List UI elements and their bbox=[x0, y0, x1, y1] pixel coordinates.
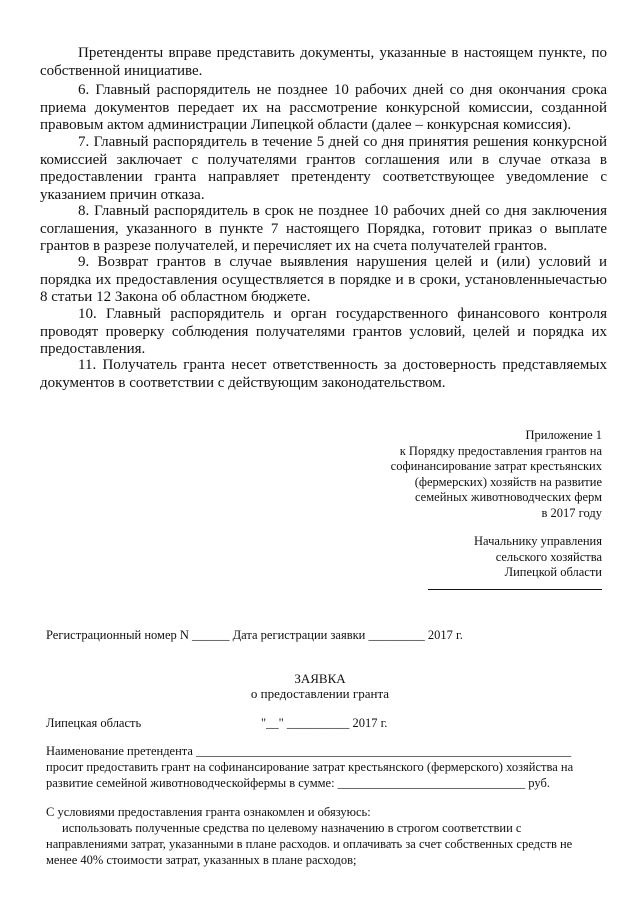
form-title: ЗАЯВКА bbox=[294, 671, 346, 686]
appendix-block bbox=[391, 428, 602, 521]
condition-item-line: использовать полученные средства по целевому назначению в строгом соответствии с bbox=[62, 821, 522, 835]
addressee-line: Начальнику управления bbox=[474, 534, 602, 548]
paragraph-8: 8. Главный распорядитель в срок не позднее 10 рабочих дней со дня заключения соглашения, указанного в пункте 7 настоящего Порядка, готовит приказ о выплате грантов в разрезе получателей, и перечисляет их на счета получателей грантов. bbox=[40, 203, 607, 254]
request-line: просит предоставить грант на софинансирование затрат крестьянского (фермерского) хозяйства на bbox=[46, 760, 574, 774]
paragraph-9: 9. Возврат грантов в случае выявления нарушения целей и (или) условий и порядка их предоставления осуществляется в порядке и в сроки, установленныечастью 8 статьи 12 Закона об областном бюджете. bbox=[40, 254, 607, 305]
place-label: Липецкая область bbox=[46, 716, 142, 730]
conditions-intro: С условиями предоставления гранта ознакомлен и обязуюсь: bbox=[46, 805, 371, 819]
paragraph-6: 6. Главный распорядитель не позднее 10 рабочих дней со дня окончания срока приема документов передает их на рассмотрение конкурсной комиссии, созданной правовым актом администрации Липецкой области (далее – конкурсная комиссия). bbox=[40, 82, 607, 133]
appendix-line: Приложение 1 bbox=[525, 428, 602, 442]
condition-item-line: менее 40% стоимости затрат, указанных в плане расходов; bbox=[46, 853, 357, 867]
form-subtitle: о предоставлении гранта bbox=[250, 686, 390, 701]
paragraph-11: 11. Получатель гранта несет ответственность за достоверность представляемых документов в соответствии с действующим законодательством. bbox=[40, 357, 607, 391]
appendix-line: семейных животноводческих ферм bbox=[414, 490, 602, 504]
registration-line: Регистрационный номер N ______ Дата регистрации заявки _________ 2017 г. bbox=[46, 628, 463, 642]
paragraph-initiative: Претенденты вправе представить документы, указанные в настоящем пункте, по собственной инициативе. bbox=[40, 45, 607, 79]
paragraph-7: 7. Главный распорядитель в течение 5 дней со дня принятия решения конкурсной комиссией заключает с получателями грантов соглашения или в случае отказа в предоставлении гранта направляет претенденту соответствующее уведомление с указанием причин отказа. bbox=[40, 134, 607, 203]
addressee-block bbox=[474, 534, 602, 581]
applicant-name-line: Наименование претендента ____________________________________________________________ bbox=[46, 744, 572, 758]
appendix-line: к Порядку предоставления грантов на bbox=[399, 443, 602, 458]
addressee-line: сельского хозяйства bbox=[495, 549, 602, 564]
application-date: "__" __________ 2017 г. bbox=[261, 716, 388, 730]
appendix-line: в 2017 году bbox=[541, 505, 602, 520]
request-amount-line: развитие семейной животноводческойфермы в сумме: ______________________________ руб. bbox=[46, 776, 550, 790]
addressee-line: Липецкой области bbox=[504, 565, 602, 579]
paragraph-10: 10. Главный распорядитель и орган государственного финансового контроля проводят проверку соблюдения получателями грантов условий, целей и порядка их предоставления. bbox=[40, 306, 607, 357]
addressee-signature-line bbox=[428, 589, 602, 590]
appendix-line: (фермерских) хозяйств на развитие bbox=[414, 474, 602, 489]
condition-item-line: направлениями затрат, указанными в плане расходов. и оплачивать за счет собственных средств не bbox=[46, 837, 573, 851]
appendix-line: софинансирование затрат крестьянских bbox=[390, 459, 602, 473]
